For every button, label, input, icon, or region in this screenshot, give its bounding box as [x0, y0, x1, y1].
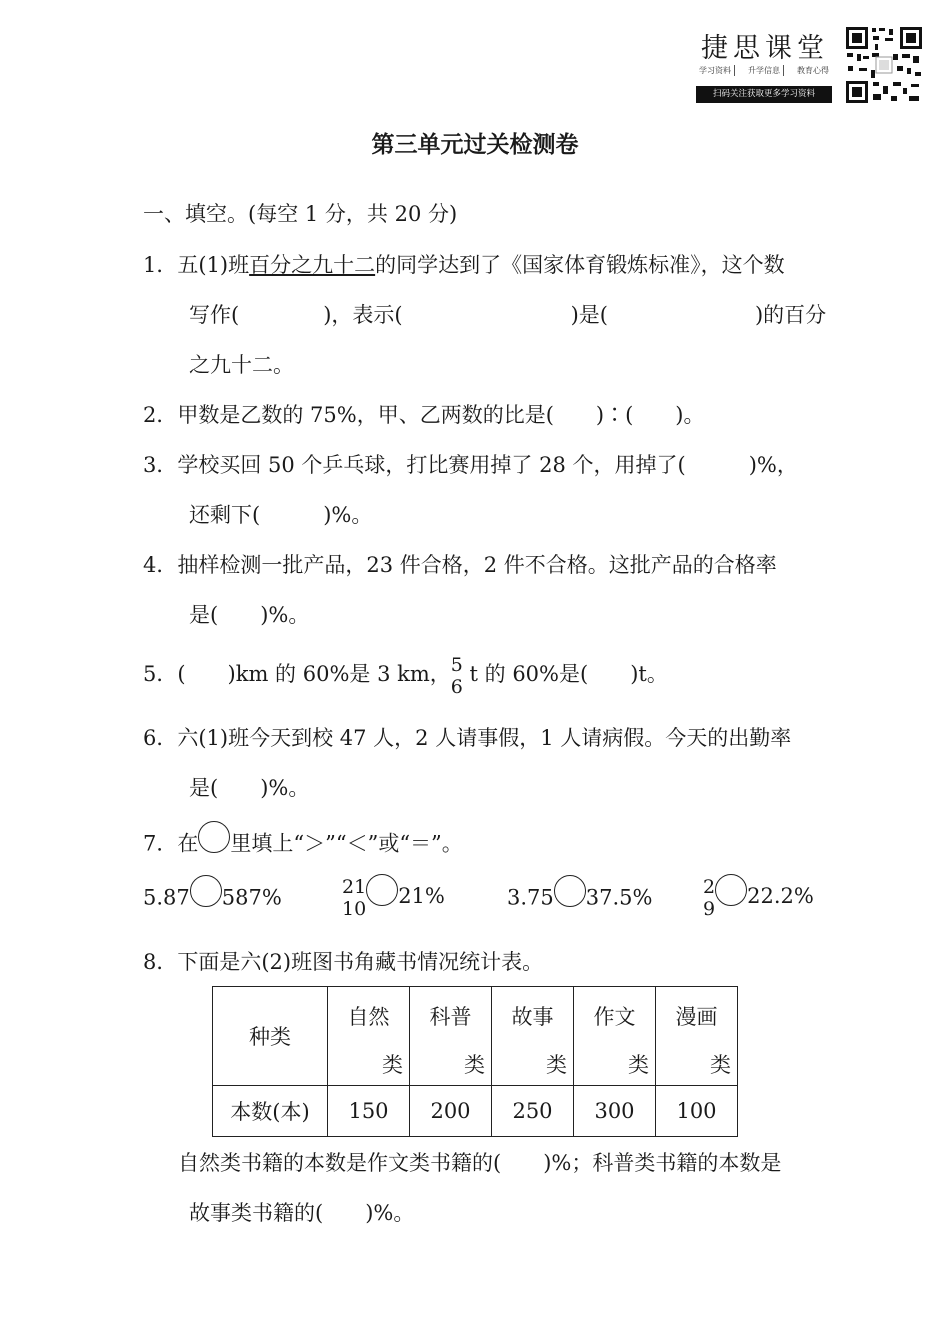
- q4-line-2: 是( )%。: [189, 603, 310, 627]
- category-top: 自然: [347, 1005, 390, 1029]
- brand-tag: 升学信息: [745, 65, 784, 76]
- compare-right: 37.5%: [585, 885, 653, 910]
- q1-underlined-text: 百分之九十二: [249, 253, 376, 277]
- fraction-numerator: 21: [342, 875, 367, 898]
- category-bottom: 类: [710, 1053, 731, 1077]
- page-title: 第三单元过关检测卷: [371, 132, 579, 158]
- question-8: 8．下面是六(2)班图书角藏书情况统计表。: [143, 950, 544, 974]
- category-top: 故事: [511, 1005, 554, 1029]
- category-top: 漫画: [675, 1005, 718, 1029]
- table-header-cell: [656, 987, 738, 1086]
- compare-item-1: [143, 883, 282, 915]
- table-header-cell: [574, 987, 656, 1086]
- compare-left: 3.75: [507, 885, 554, 910]
- table-header-cell: [328, 987, 410, 1086]
- table-header-cell: [492, 987, 574, 1086]
- compare-circle[interactable]: [366, 874, 398, 906]
- q1-text-pre: 五(1)班: [177, 253, 250, 277]
- stats-table: [212, 986, 738, 1137]
- fraction-denominator: 10: [342, 897, 367, 920]
- q7-text-pre: 7．在: [143, 831, 199, 856]
- question-3: 3．学校买回 50 个乒乓球，打比赛用掉了 28 个，用掉了( )%，: [143, 453, 798, 477]
- table-cell: 200: [410, 1086, 492, 1137]
- compare-item-2: [342, 872, 445, 920]
- q8-line-1: 自然类书籍的本数是作文类书籍的( )%；科普类书籍的本数是: [178, 1151, 782, 1175]
- q3-line-2: 还剩下( )%。: [189, 503, 373, 527]
- compare-circle[interactable]: [715, 874, 747, 906]
- question-7: [143, 829, 463, 861]
- table-row: [213, 1086, 738, 1137]
- category-bottom: 类: [464, 1053, 485, 1077]
- question-6: 6．六(1)班今天到校 47 人，2 人请事假，1 人请病假。今天的出勤率: [143, 726, 792, 750]
- q5-text-pre: 5．( )km 的 60%是 3 km，: [143, 662, 451, 686]
- fraction: [451, 654, 463, 698]
- fraction-denominator: 9: [703, 897, 716, 920]
- table-row: [213, 987, 738, 1086]
- question-1: [143, 252, 785, 278]
- question-4: 4．抽样检测一批产品，23 件合格，2 件不合格。这批产品的合格率: [143, 553, 777, 577]
- fraction-denominator: 6: [450, 675, 463, 698]
- brand-tag: 教育心得: [797, 66, 829, 75]
- table-row-header: 本数(本): [213, 1086, 328, 1137]
- compare-circle[interactable]: [190, 875, 222, 907]
- fraction: [342, 876, 366, 920]
- q1-text-post: 的同学达到了《国家体育锻炼标准》，这个数: [375, 253, 785, 277]
- category-bottom: 类: [382, 1053, 403, 1077]
- brand-cta: 扫码关注获取更多学习资料: [696, 86, 832, 103]
- compare-left: 5.87: [143, 885, 190, 910]
- compare-right: 22.2%: [747, 884, 814, 908]
- table-cell: 250: [492, 1086, 574, 1137]
- question-number: 1．: [143, 253, 178, 277]
- category-top: 作文: [593, 1005, 636, 1029]
- q8-line-2: 故事类书籍的( )%。: [189, 1201, 415, 1225]
- compare-circle[interactable]: [198, 821, 230, 853]
- question-2: 2．甲数是乙数的 75%，甲、乙两数的比是( )∶( )。: [143, 403, 705, 427]
- qr-code-icon: [845, 26, 923, 104]
- category-bottom: 类: [546, 1053, 567, 1077]
- compare-item-4: [703, 872, 814, 920]
- question-5: [143, 648, 668, 700]
- compare-circle[interactable]: [554, 875, 586, 907]
- section-heading: 一、填空。(每空 1 分，共 20 分): [143, 202, 458, 226]
- q6-line-2: 是( )%。: [189, 776, 310, 800]
- compare-right: 587%: [221, 885, 282, 910]
- compare-item-3: [507, 883, 652, 915]
- compare-right: 21%: [398, 884, 445, 908]
- table-cell: 150: [328, 1086, 410, 1137]
- table-header-cell: [410, 987, 492, 1086]
- table-cell: 100: [656, 1086, 738, 1137]
- brand-tag: 学习资料: [696, 65, 735, 76]
- q1-line-3: 之九十二。: [189, 353, 294, 377]
- category-top: 科普: [429, 1005, 472, 1029]
- table-header-cell: 种类: [213, 987, 328, 1086]
- q5-text-post: t 的 60%是( )t。: [462, 662, 668, 686]
- q1-line-2: 写作( )，表示( )是( )的百分: [189, 303, 827, 327]
- brand-name: 捷思课堂: [701, 33, 829, 64]
- brand-tags: [696, 65, 832, 76]
- q7-text-post: 里填上“＞”“＜”或“＝”。: [230, 831, 463, 856]
- fraction: [703, 876, 715, 920]
- fraction-numerator: 5: [450, 653, 463, 676]
- table-cell: 300: [574, 1086, 656, 1137]
- category-bottom: 类: [628, 1053, 649, 1077]
- fraction-numerator: 2: [703, 875, 716, 898]
